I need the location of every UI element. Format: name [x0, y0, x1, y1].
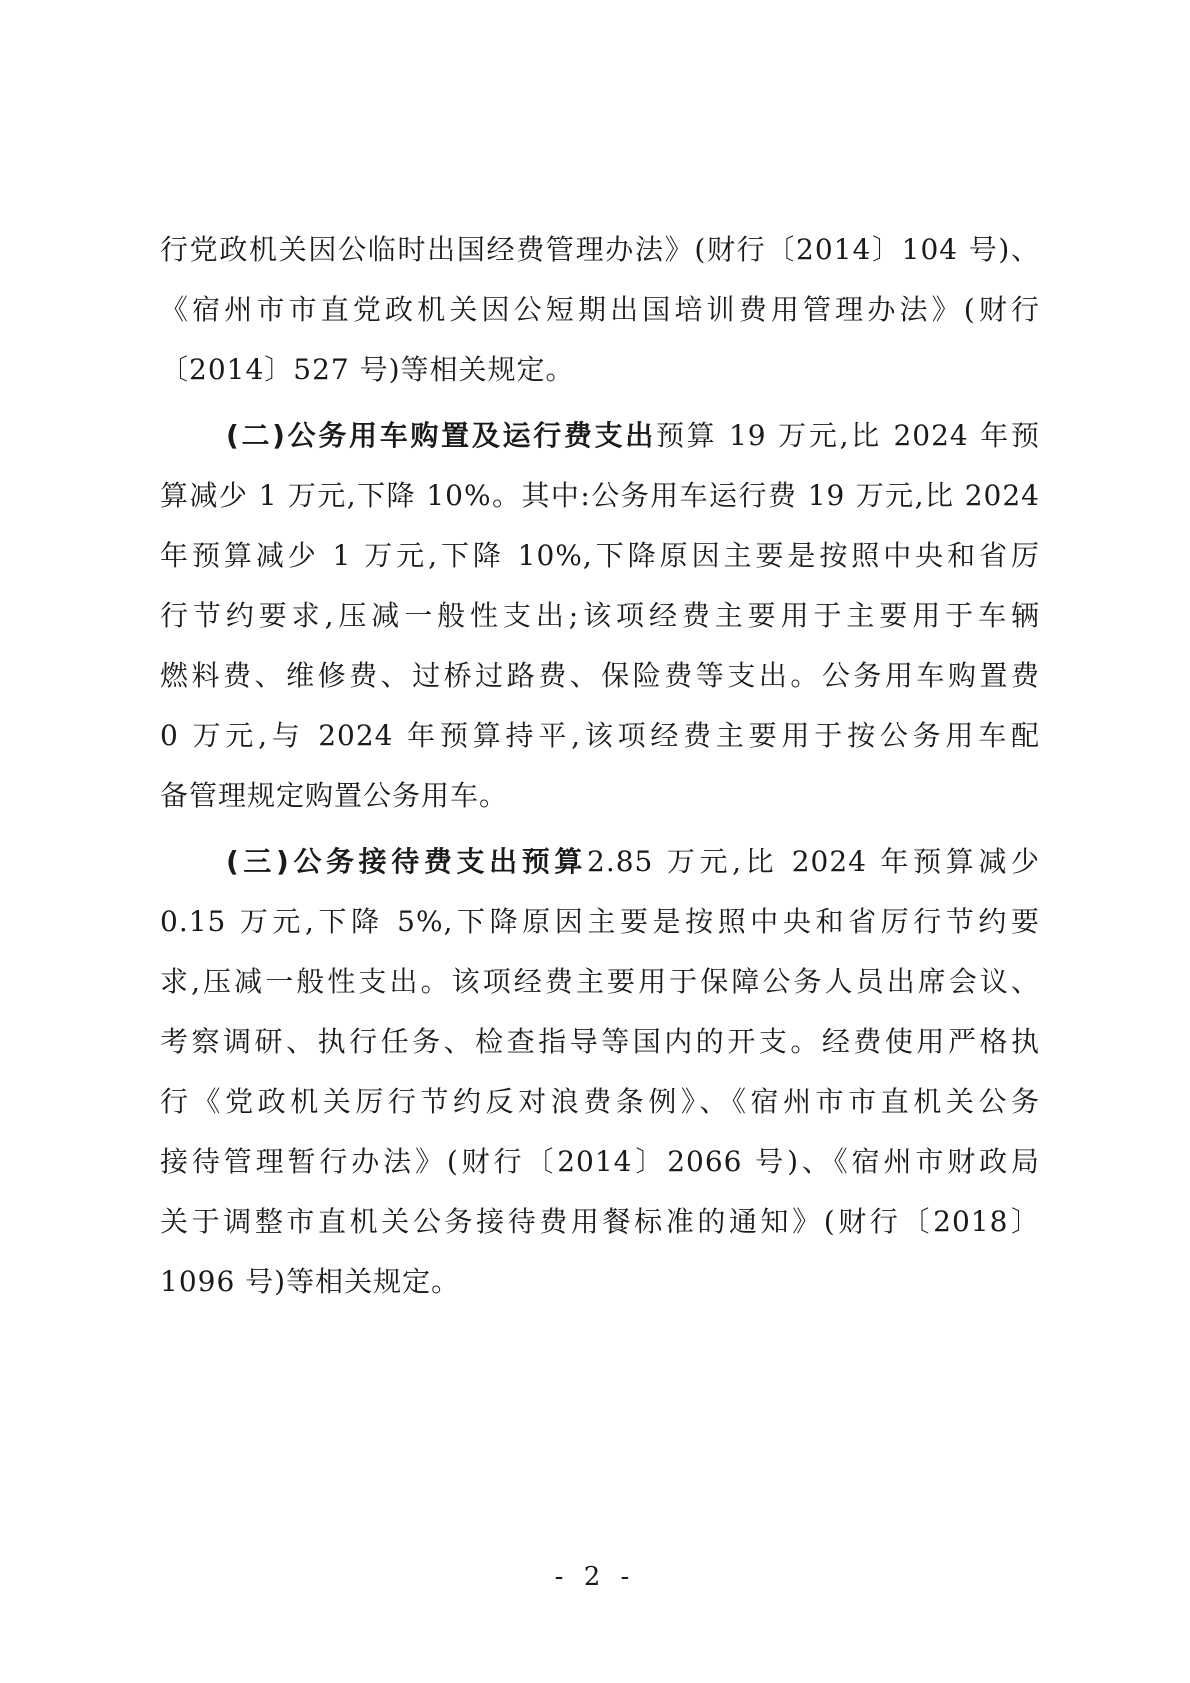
text-line: 行节约要求,压减一般性支出;该项经费主要用于主要用于车辆: [160, 599, 1040, 632]
paragraph-reception-expenses: [160, 832, 1040, 1312]
text-line: 接待管理暂行办法》(财行〔2014〕2066 号)、《宿州市财政局: [160, 1145, 1040, 1178]
text-line: 年预算减少 1 万元,下降 10%,下降原因主要是按照中央和省厉: [160, 539, 1040, 572]
text-line: 行《党政机关厉行节约反对浪费条例》、《宿州市市直机关公务: [160, 1085, 1040, 1118]
text-line: 求,压减一般性支出。该项经费主要用于保障公务人员出席会议、: [160, 965, 1040, 998]
paragraph-continuation: [160, 220, 1040, 400]
text-line: [160, 832, 1040, 892]
paragraph-vehicle-expenses: [160, 406, 1040, 826]
text-line: [160, 406, 1040, 466]
text-line: 行党政机关因公临时出国经费管理办法》(财行〔2014〕104 号)、: [160, 233, 1040, 266]
text-line: 1096 号)等相关规定。: [160, 1265, 461, 1298]
text-line: 算减少 1 万元,下降 10%。其中:公务用车运行费 19 万元,比 2024: [160, 479, 1040, 512]
text-line: 0.15 万元,下降 5%,下降原因主要是按照中央和省厉行节约要: [160, 905, 1040, 938]
text-line: 〔2014〕527 号)等相关规定。: [160, 353, 575, 386]
document-body: [160, 220, 1040, 1312]
text-line: 0 万元,与 2024 年预算持平,该项经费主要用于按公务用车配: [160, 719, 1040, 752]
text-run: 预算 19 万元,比 2024 年预: [655, 419, 1040, 452]
text-line: 考察调研、执行任务、检查指导等国内的开支。经费使用严格执: [160, 1025, 1040, 1058]
text-line: 备管理规定购置公务用车。: [160, 779, 509, 812]
text-line: 关于调整市直机关公务接待费用餐标准的通知》(财行〔2018〕: [160, 1205, 1040, 1238]
section-heading: (三)公务接待费支出预算: [226, 845, 587, 878]
page-number: - 2 -: [554, 1562, 636, 1592]
text-line: 《宿州市市直党政机关因公短期出国培训费用管理办法》(财行: [160, 293, 1040, 326]
text-line: 燃料费、维修费、过桥过路费、保险费等支出。公务用车购置费: [160, 659, 1040, 692]
section-heading: (二)公务用车购置及运行费支出: [226, 419, 656, 452]
text-run: 2.85 万元,比 2024 年预算减少: [587, 845, 1040, 878]
